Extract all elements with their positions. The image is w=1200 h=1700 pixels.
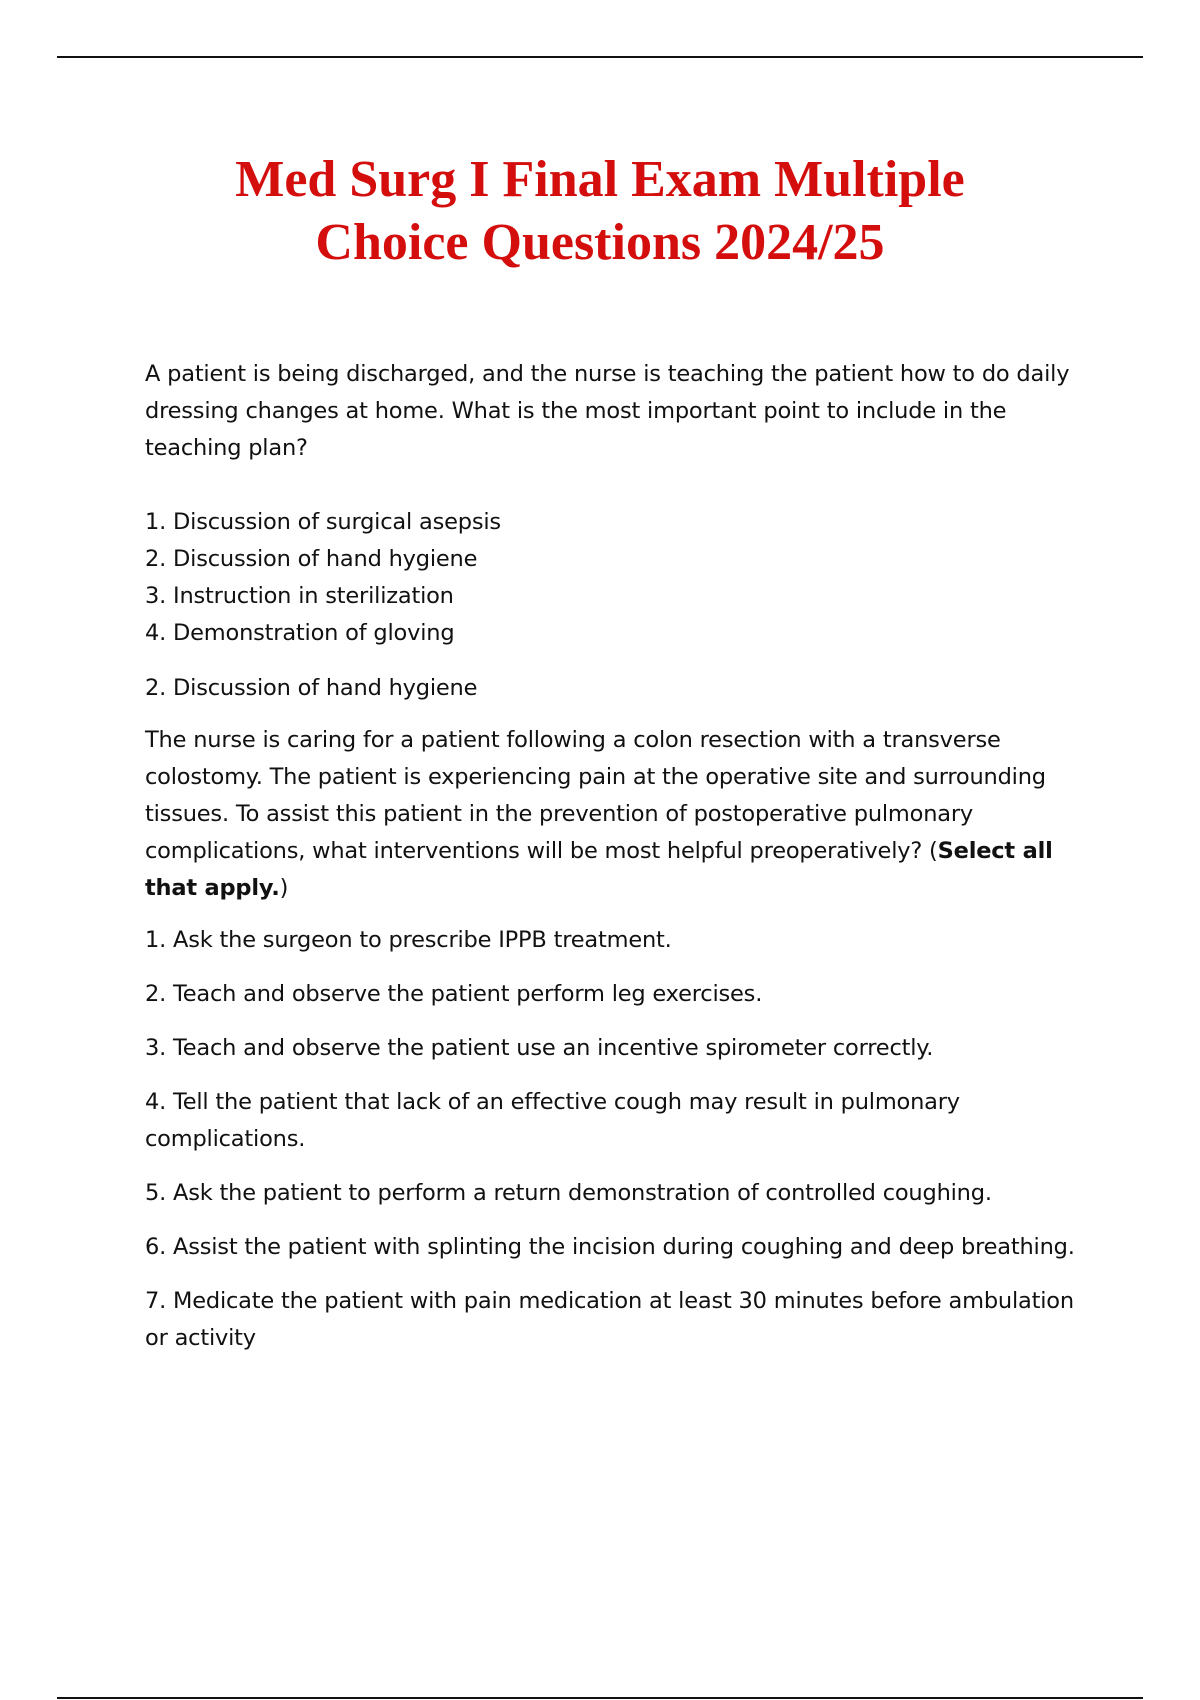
question-2-options — [145, 922, 1095, 1357]
question-1-text: A patient is being discharged, and the nurse is teaching the patient how to do daily dressing changes at home. What is the most important point to include in the teaching plan? — [145, 361, 1070, 461]
title-line-1: Med Surg I Final Exam Multiple — [235, 151, 965, 208]
question-2-option-1: 1. Ask the surgeon to prescribe IPPB treatment. — [145, 927, 672, 953]
question-2-option-7: 7. Medicate the patient with pain medication at least 30 minutes before ambulation or activity — [145, 1288, 1074, 1351]
question-1-option-2: 2. Discussion of hand hygiene — [145, 546, 478, 572]
question-2-emphasis: Select all that apply. — [145, 838, 1053, 901]
question-2-option-6: 6. Assist the patient with splinting the incision during coughing and deep breathing. — [145, 1234, 1075, 1260]
document-body — [145, 356, 1095, 1374]
question-1-answer: 2. Discussion of hand hygiene — [145, 675, 478, 701]
question-2-end: ) — [279, 875, 289, 901]
page-title — [0, 148, 1200, 274]
question-2-body: The nurse is caring for a patient following a colon resection with a transverse colostomy. The patient is experiencing pain at the operative site and surrounding tissues. To assist this patient in the prevention of postoperative pulmonary complications, what interventions will be most helpful preoperatively? ( — [145, 727, 1046, 864]
bottom-divider — [57, 1697, 1143, 1699]
question-2-option-5: 5. Ask the patient to perform a return demonstration of controlled coughing. — [145, 1180, 992, 1206]
question-1-option-4: 4. Demonstration of gloving — [145, 620, 455, 646]
question-1-options — [145, 504, 1095, 652]
question-2-option-3: 3. Teach and observe the patient use an incentive spirometer correctly. — [145, 1035, 934, 1061]
question-2-text — [145, 722, 1095, 907]
top-divider — [57, 56, 1143, 58]
question-1-option-1: 1. Discussion of surgical asepsis — [145, 509, 501, 535]
question-2-option-2: 2. Teach and observe the patient perform leg exercises. — [145, 981, 763, 1007]
question-2-option-4: 4. Tell the patient that lack of an effective cough may result in pulmonary complications. — [145, 1089, 960, 1152]
title-line-2: Choice Questions 2024/25 — [315, 214, 885, 271]
question-1-option-3: 3. Instruction in sterilization — [145, 583, 454, 609]
